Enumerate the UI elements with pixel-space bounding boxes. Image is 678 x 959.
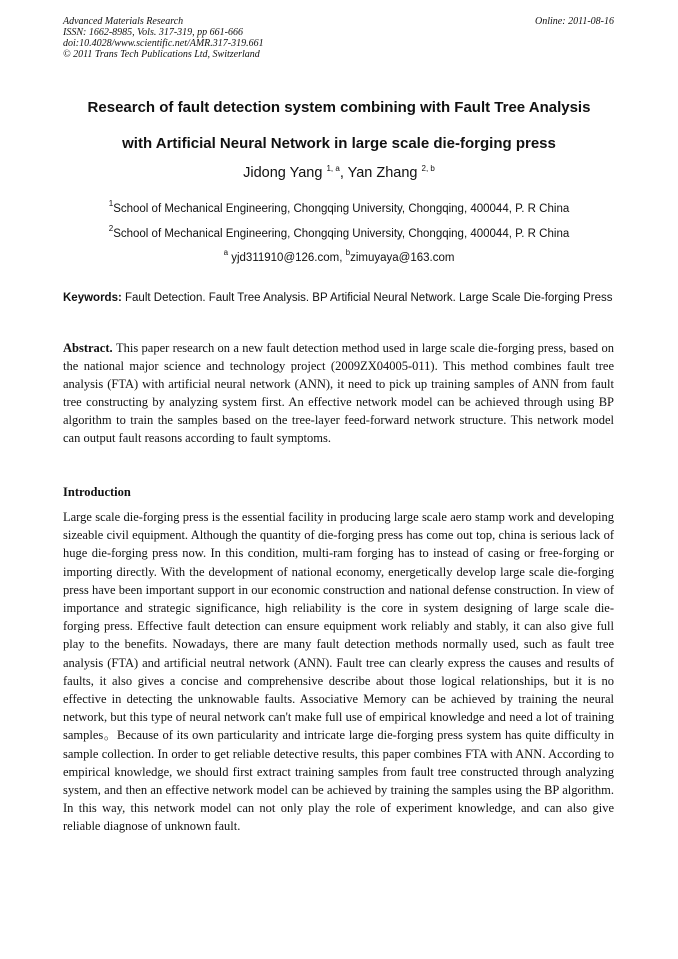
email-marker: b [345,248,351,257]
author-list [40,165,638,181]
author-name: Yan Zhang [347,165,418,181]
affiliation-text: School of Mechanical Engineering, Chongqing University, Chongqing, 400044, P. R China [113,228,570,240]
email-link[interactable]: yjd311910@126.com [231,252,340,264]
affiliation [40,224,638,240]
online-date: Online: 2011-08-16 [535,16,614,27]
email-link[interactable]: zimuyaya@163.com [350,252,455,264]
introduction-paragraph: Large scale die-forging press is the essential facility in producing large scale aero stamp work and developing sizeable civil equipment. Although the quantity of die-forging press has come out top, china is serious lack of huge die-forging press now. In this condition, multi-ram forging has to instead of casing or free-forging or importing directly. With the development of national economy, energetically develop large scale die-forging press have been important support in our economic construction and national defense construction. In view of importance and strategic significance, high reliability is the core in system designing of large scale die-forging press. Effective fault detection can ensure equipment work reliably and stably, it can also give full play to the benefits. Nowadays, there are many fault detection methods normally used, such as fault tree analysis (FTA) and artificial neutral network (ANN). Fault tree can clearly express the causes and results of faults, it also gives a concise and comprehensive describe about those logical relationships, but it is no effective in detecting the unknowable faults. Associative Memory can be achieved by training the neural network, but this type of neural network can't make full use of empirical knowledge and need a lot of training samples。Because of its own particularity and intricate large die-forging press system has quite difficulty in sample collection. In order to get reliable detective results, this paper combines FTA with ANN. According to empirical knowledge, we should first extract training samples from fault tree constructed through analyzing system, and then an effective network model can be achieved by training the samples using the BP algorithm. In this way, this network model can not only play the role of experiment knowledge, and can also give reliable diagnose of unknown fault. [63,510,614,834]
keywords [63,290,614,307]
abstract-label: Abstract. [63,341,113,355]
journal-header [63,16,614,60]
paper-title [40,90,638,162]
author-name: Jidong Yang [243,165,323,181]
abstract-text: This paper research on a new fault detection method used in large scale die-forging press, based on the national major science and technology project (2009ZX04005-011). This method combines fault tree analysis (FTA) with artificial neural network (ANN), it need to pick up training samples of ANN from fault tree constructing by analyzing system first. An effective network model can be achieved through using BP algorithm to train the samples based on the tree-layer feed-forward network structure. This network model can output fault reasons according to fault symptoms. [63,341,614,445]
email-separator: , [339,252,346,264]
issn-line: ISSN: 1662-8985, Vols. 317-319, pp 661-666 [63,27,243,38]
author-emails [40,248,638,264]
keywords-text: Fault Detection. Fault Tree Analysis. BP Artificial Neural Network. Large Scale Die-forging Press [125,292,613,304]
keywords-label: Keywords: [63,292,122,304]
title-line-2: with Artificial Neural Network in large scale die-forging press [122,135,556,152]
journal-name: Advanced Materials Research [63,16,184,27]
affiliation-marker: 2 [108,224,114,233]
affiliation-text: School of Mechanical Engineering, Chongqing University, Chongqing, 400044, P. R China [113,203,570,215]
email-marker: a [223,248,229,257]
section-heading: Introduction [63,485,131,499]
copyright-line: © 2011 Trans Tech Publications Ltd, Switzerland [63,49,260,60]
title-line-1: Research of fault detection system combining with Fault Tree Analysis [87,99,591,116]
author-affiliation-marker: 2, b [421,164,435,173]
author-separator: , [339,165,348,181]
affiliation-marker: 1 [108,199,114,208]
author-affiliation-marker: 1, a [326,164,340,173]
abstract [63,339,614,447]
doi-line[interactable]: doi:10.4028/www.scientific.net/AMR.317-319.661 [63,38,264,49]
affiliation [40,199,638,215]
